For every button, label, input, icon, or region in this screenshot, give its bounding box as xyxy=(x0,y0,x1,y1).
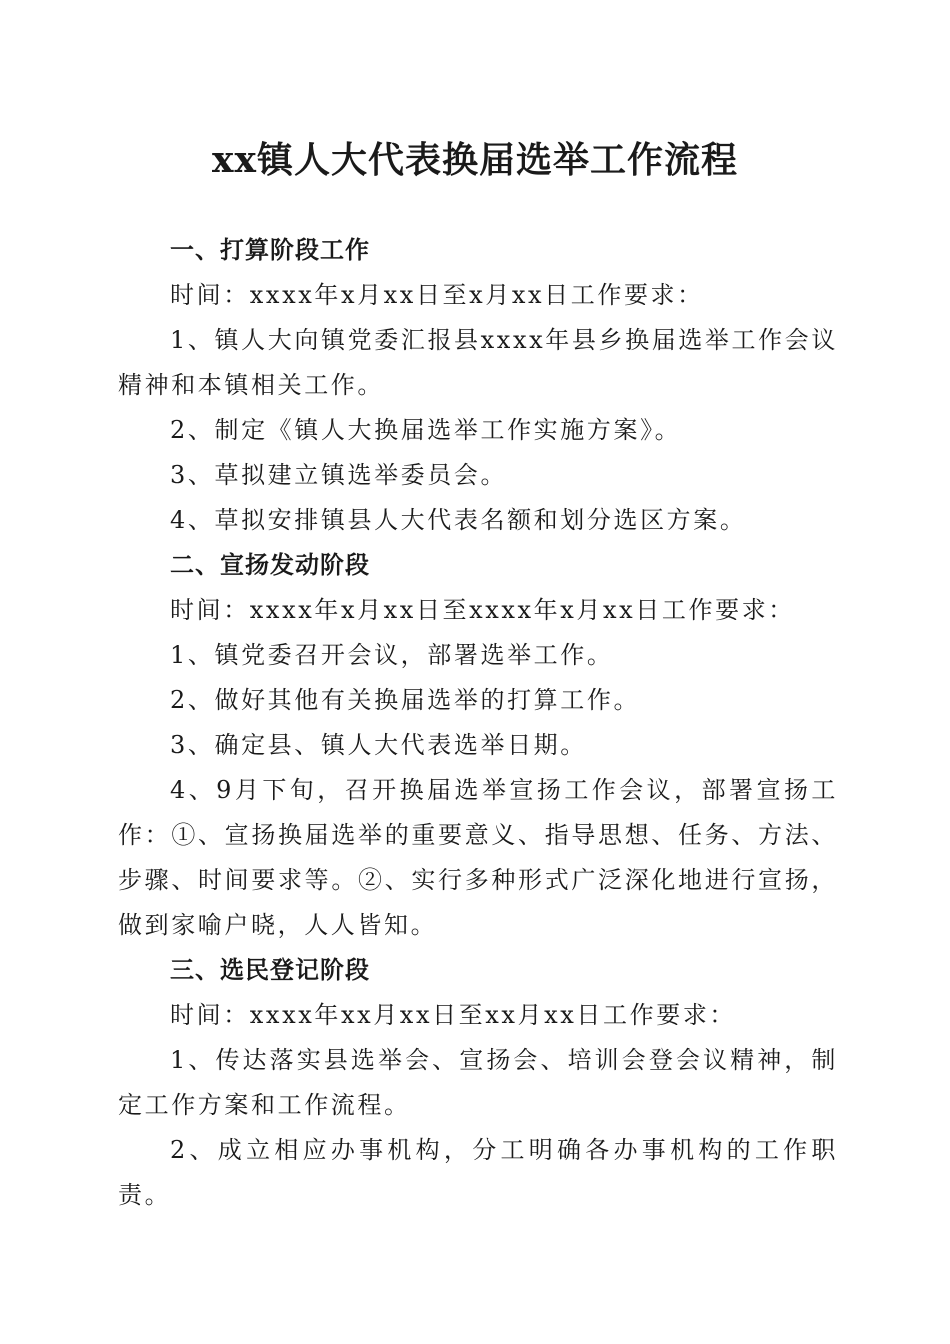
section-heading: 二、宣扬发动阶段 xyxy=(170,551,370,579)
paragraph-item: 1、镇人大向镇党委汇报县xxxx年县乡换届选举工作会议精神和本镇相关工作。 xyxy=(118,326,838,399)
paragraph-item: 1、镇党委召开会议，部署选举工作。 xyxy=(170,641,614,669)
paragraph-time: 时间：xxxx年x月xx日至xxxx年x月xx日工作要求： xyxy=(170,596,795,624)
paragraph-time: 时间：xxxx年xx月xx日至xx月xx日工作要求： xyxy=(170,1001,737,1029)
document-body xyxy=(118,228,838,1218)
paragraph-item: 2、做好其他有关换届选举的打算工作。 xyxy=(170,686,641,714)
paragraph-item: 1、传达落实县选举会、宣扬会、培训会登会议精神，制定工作方案和工作流程。 xyxy=(118,1046,838,1119)
section-heading: 三、选民登记阶段 xyxy=(170,956,370,984)
paragraph-item: 2、成立相应办事机构，分工明确各办事机构的工作职责。 xyxy=(118,1136,838,1209)
paragraph-time: 时间：xxxx年x月xx日至x月xx日工作要求： xyxy=(170,281,704,309)
paragraph-item: 4、草拟安排镇县人大代表名额和划分选区方案。 xyxy=(170,506,747,534)
paragraph-item: 2、制定《镇人大换届选举工作实施方案》。 xyxy=(170,416,682,444)
paragraph-item: 4、9月下旬，召开换届选举宣扬工作会议，部署宣扬工作：①、宣扬换届选举的重要意义、指导思想、任务、方法、步骤、时间要求等。②、实行多种形式广泛深化地进行宣扬，做到家喻户晓，人人皆知。 xyxy=(118,776,838,939)
document-title: xx镇人大代表换届选举工作流程 xyxy=(212,139,738,181)
section-heading: 一、打算阶段工作 xyxy=(170,236,370,264)
paragraph-item: 3、确定县、镇人大代表选举日期。 xyxy=(170,731,587,759)
paragraph-item: 3、草拟建立镇选举委员会。 xyxy=(170,461,508,489)
